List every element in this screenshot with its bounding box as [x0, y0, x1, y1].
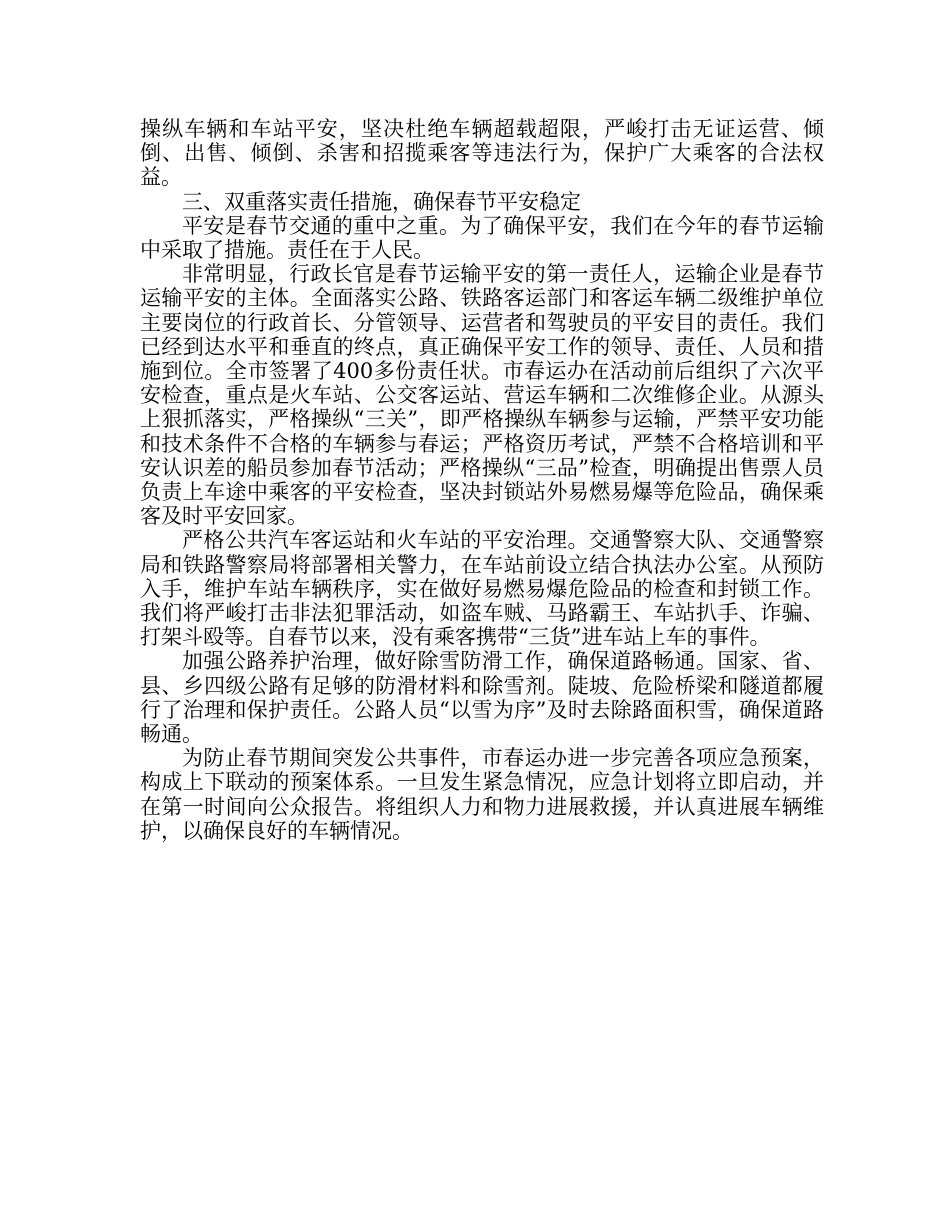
section-heading: 三、双重落实责任措施，确保春节平安稳定: [182, 189, 581, 214]
paragraph: 为防止春节期间突发公共事件，市春运办进一步完善各项应急预案，构成上下联动的预案体系。一旦发生紧急情况，应急计划将立即启动，并在第一时间向公众报告。将组织人力和物力进展救援，并认真进展车辆维护，以确保良好的车辆情况。: [140, 746, 824, 843]
paragraph: 加强公路养护治理，做好除雪防滑工作，确保道路畅通。国家、省、县、乡四级公路有足够的防滑材料和除雪剂。陡坡、危险桥梁和隧道都履行了治理和保护责任。公路人员“以雪为序”及时去除路面积雪，确保道路畅通。: [140, 649, 824, 747]
paragraph-continuation: 操纵车辆和车站平安，坚决杜绝车辆超载超限，严峻打击无证运营、倾倒、出售、倾倒、杀害和招揽乘客等违法行为，保护广大乘客的合法权益。: [140, 117, 824, 190]
paragraph: 非常明显，行政长官是春节运输平安的第一责任人，运输企业是春节运输平安的主体。全面落实公路、铁路客运部门和客运车辆二级维护单位主要岗位的行政首长、分管领导、运营者和驾驶员的平安目的责任。我们已经到达水平和垂直的终点，真正确保平安工作的领导、责任、人员和措施到位。全市签署了400多份责任状。市春运办在活动前后组织了六次平安检查，重点是火车站、公交客运站、营运车辆和二次维修企业。从源头上狠抓落实，严格操纵“三关”，即严格操纵车辆参与运输，严禁平安功能和技术条件不合格的车辆参与春运；严格资历考试，严禁不合格培训和平安认识差的船员参加春节活动；严格操纵“三品”检查，明确提出售票人员负责上车途中乘客的平安检查，坚决封锁站外易燃易爆等危险品，确保乘客及时平安回家。: [140, 262, 824, 529]
document-body: [140, 117, 824, 843]
paragraph: 严格公共汽车客运站和火车站的平安治理。交通警察大队、交通警察局和铁路警察局将部署相关警力，在车站前设立结合执法办公室。从预防入手，维护车站车辆秩序，实在做好易燃易爆危险品的检查和封锁工作。我们将严峻打击非法犯罪活动，如盗车贼、马路霸王、车站扒手、诈骗、打架斗殴等。自春节以来，没有乘客携带“三货”进车站上车的事件。: [140, 528, 824, 650]
paragraph: 平安是春节交通的重中之重。为了确保平安，我们在今年的春节运输中采取了措施。责任在于人民。: [140, 213, 824, 263]
